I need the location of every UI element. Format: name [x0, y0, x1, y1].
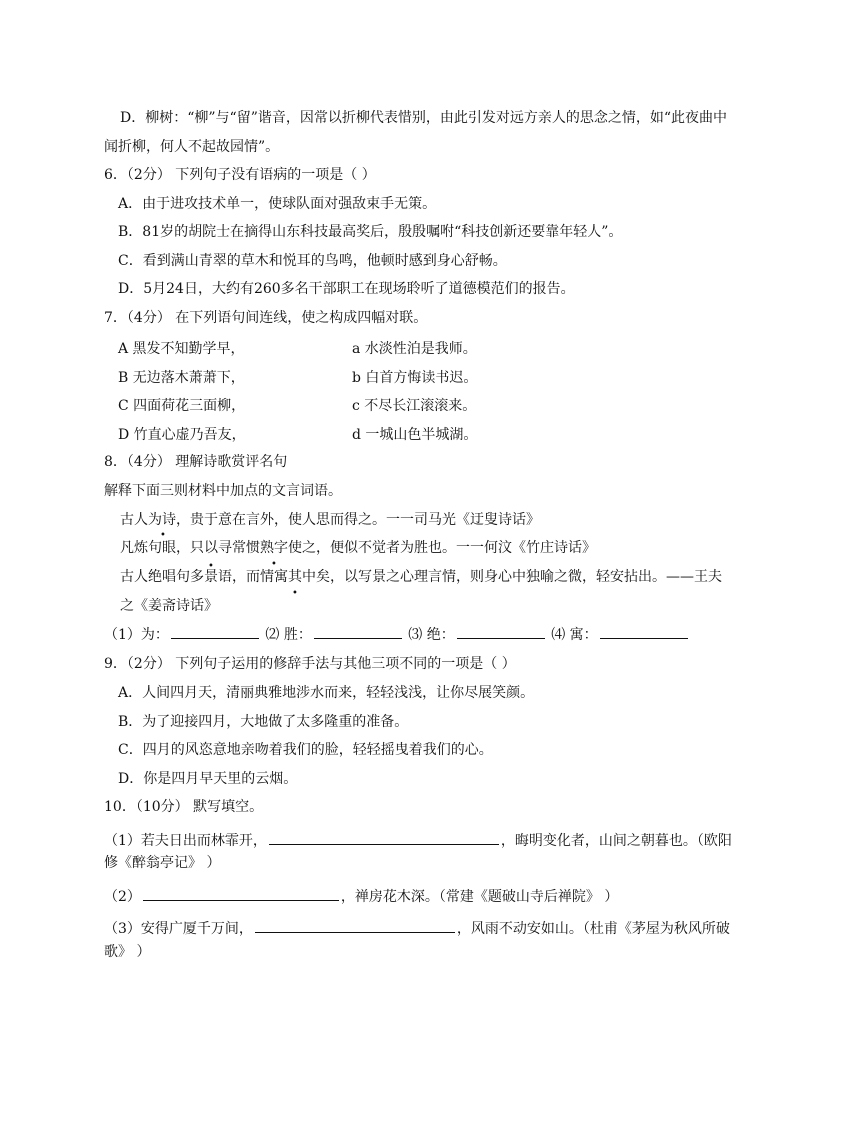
q8-material-3-line1: 古人绝唱句多景语，而情寓其中矣，以写景之心理言情，则身心中独喻之微，轻安拈出。——王夫 [120, 569, 722, 585]
q8-intro: 解释下面三则材料中加点的文言词语。 [104, 483, 342, 499]
q8-answer-3-blank[interactable] [457, 624, 545, 639]
q6-option-a: A．由于进攻技术单一，使球队面对强敌束手无策。 [118, 196, 437, 212]
q8-answer-row [104, 624, 690, 645]
q10-s1-text-a: （1）若夫日出而林霏开， [104, 833, 267, 849]
q10-s3-text-a: （3）安得广厦千万间， [104, 921, 253, 937]
q6-option-d: D．5月24日，大约有260多名干部职工在现场聆听了道德模范们的报告。 [118, 281, 575, 297]
q10-stem: 10．（10分） 默写填空。 [104, 799, 264, 815]
q8-answer-2-blank[interactable] [314, 624, 402, 639]
q7-right-a: a 水淡性泊是我师。 [352, 341, 477, 357]
q10-sentence-3-line1 [104, 918, 730, 939]
q8-stem: 8．（4分） 理解诗歌赏评名句 [104, 454, 288, 470]
q6-option-c: C．看到满山青翠的草木和悦耳的鸟鸣，他顿时感到身心舒畅。 [118, 253, 507, 269]
q9-option-b: B．为了迎接四月，大地做了太多隆重的准备。 [118, 714, 409, 730]
q7-right-c: c 不尽长江滚滚来。 [352, 398, 477, 414]
q8-material-3-line2: 之《姜斋诗话》 [120, 598, 218, 614]
q10-s3-blank[interactable] [255, 918, 455, 933]
q8-answer-3-label: ⑶ 绝： [408, 627, 455, 643]
q7-right-b: b 白首方悔读书迟。 [352, 370, 478, 386]
q7-right-d: d 一城山色半城湖。 [352, 427, 478, 443]
q7-left-d: D 竹直心虚乃吾友， [118, 427, 246, 443]
q8-material-2: 凡炼句眼，只以寻常惯熟字使之，便似不觉者为胜也。一一何汶《竹庄诗话》 [120, 540, 596, 556]
q10-s1-blank[interactable] [269, 830, 499, 845]
q8-answer-1-blank[interactable] [171, 624, 259, 639]
q6-option-b: B．81岁的胡院士在摘得山东科技最高奖后，殷殷嘱咐“科技创新还要靠年轻人”。 [118, 224, 623, 240]
emphasis-dot: • [208, 561, 214, 572]
q6-stem: 6．（2分） 下列句子没有语病的一项是（ ） [104, 167, 376, 183]
q7-left-b: B 无边落木萧萧下， [118, 370, 245, 386]
q8-material-1: 古人为诗，贵于意在言外，使人思而得之。一一司马光《迂叟诗话》 [120, 512, 540, 528]
emphasis-dot: • [292, 588, 298, 599]
q10-s2-blank[interactable] [143, 886, 339, 901]
emphasis-dot: • [271, 559, 277, 570]
q8-answer-2-label: ⑵ 胜： [265, 627, 312, 643]
q9-option-d: D．你是四月早天里的云烟。 [118, 771, 298, 787]
q10-s2-text-b: ，禅房花木深。（常建《题破山寺后禅院》 ） [340, 889, 619, 905]
q5-option-d-line2: 闻折柳，何人不起故园情”。 [104, 139, 280, 155]
q10-sentence-1-line2: 修《醉翁亭记》 ） [104, 855, 221, 871]
q7-left-a: A 黑发不知勤学早， [118, 341, 245, 357]
q9-option-c: C．四月的风恣意地亲吻着我们的脸，轻轻摇曳着我们的心。 [118, 742, 493, 758]
q10-sentence-2 [104, 886, 618, 907]
q5-option-d-line1: D．柳树：“柳”与“留”谐音，因常以折柳代表惜别，由此引发对远方亲人的思念之情，如“此夜曲中 [120, 110, 728, 126]
q8-answer-4-blank[interactable] [600, 624, 688, 639]
q7-stem: 7．（4分） 在下列语句间连线，使之构成四幅对联。 [104, 310, 428, 326]
q10-s2-text-a: （2） [104, 889, 141, 905]
q10-sentence-1-line1 [104, 830, 732, 851]
q10-s1-text-b: ，晦明变化者，山间之朝暮也。（欧阳 [500, 833, 732, 849]
q10-sentence-3-line2: 歌》 ） [104, 944, 151, 960]
q9-option-a: A．人间四月天，清丽典雅地涉水而来，轻轻浅浅，让你尽展笑颜。 [118, 685, 535, 701]
q8-answer-4-label: ⑷ 寓： [551, 627, 598, 643]
q8-answer-1-label: （1）为： [104, 627, 169, 643]
q10-s3-text-b: ，风雨不动安如山。（杜甫《茅屋为秋风所破 [456, 921, 730, 937]
q9-stem: 9．（2分） 下列句子运用的修辞手法与其他三项不同的一项是（ ） [104, 656, 516, 672]
emphasis-dot: • [160, 530, 166, 541]
q7-left-c: C 四面荷花三面柳， [118, 398, 246, 414]
